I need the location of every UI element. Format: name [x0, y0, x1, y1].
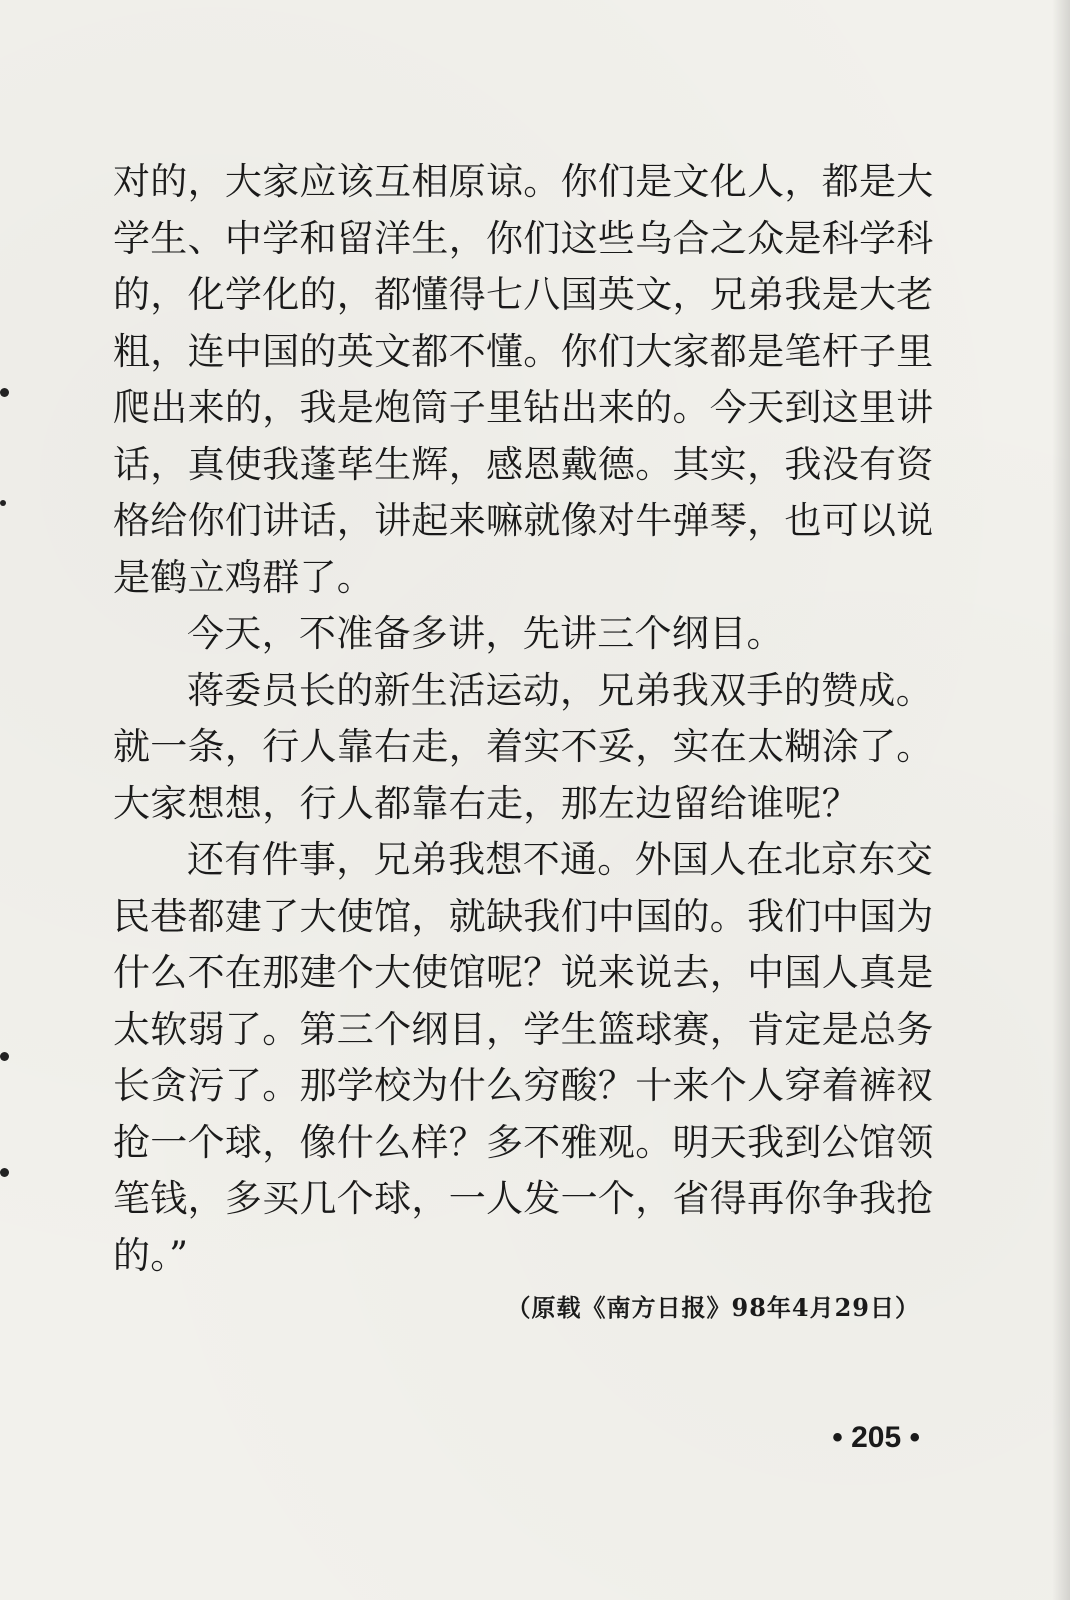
text-line: 什么不在那建个大使馆呢？说来说去，中国人真是: [113, 951, 934, 994]
body-text: [113, 154, 934, 1284]
text-line: 学生、中学和留洋生，你们这些乌合之众是科学科: [113, 216, 934, 260]
paragraph-start-line: 还有件事，兄弟我想不通。外国人在北京东交: [187, 838, 933, 881]
page-number: • 205 •: [832, 1421, 920, 1454]
text-line: 的，化学化的，都懂得七八国英文，兄弟我是大老: [113, 273, 934, 316]
binding-mark: [0, 500, 6, 506]
text-line: 是鹤立鸡群了。: [113, 555, 375, 599]
text-line: 话，真使我蓬荜生辉，感恩戴德。其实，我没有资: [113, 442, 934, 486]
text-line: 就一条，行人靠右走，着实不妥，实在太糊涂了。: [113, 725, 934, 768]
paragraph-start-line: 今天，不准备多讲，先讲三个纲目。: [187, 612, 784, 655]
text-line: 长贪污了。那学校为什么穷酸？十来个人穿着裤衩: [113, 1064, 934, 1107]
page-edge-shadow: [1052, 0, 1070, 1600]
binding-mark: [0, 1052, 9, 1061]
text-line: 的。”: [113, 1233, 189, 1277]
text-line: 民巷都建了大使馆，就缺我们中国的。我们中国为: [113, 894, 934, 938]
paragraph-start-line: 蒋委员长的新生活运动，兄弟我双手的赞成。: [187, 668, 933, 712]
binding-mark: [0, 388, 9, 397]
text-line: 格给你们讲话，讲起来嘛就像对牛弹琴，也可以说: [113, 499, 934, 542]
text-line: 粗，连中国的英文都不懂。你们大家都是笔杆子里: [113, 329, 934, 373]
binding-mark: [0, 1168, 9, 1177]
text-line: 笔钱，多买几个球，一人发一个，省得再你争我抢: [113, 1177, 934, 1220]
text-line: 抢一个球，像什么样？多不雅观。明天我到公馆领: [113, 1120, 934, 1164]
text-line: 爬出来的，我是炮筒子里钻出来的。今天到这里讲: [113, 386, 934, 429]
text-line: 对的，大家应该互相原谅。你们是文化人，都是大: [113, 160, 934, 203]
text-line: 大家想想，行人都靠右走，那左边留给谁呢？: [113, 781, 859, 825]
text-line: 太软弱了。第三个纲目，学生篮球赛，肯定是总务: [113, 1007, 934, 1051]
source-citation: （原载《南方日报》98年4月29日）: [506, 1293, 920, 1322]
